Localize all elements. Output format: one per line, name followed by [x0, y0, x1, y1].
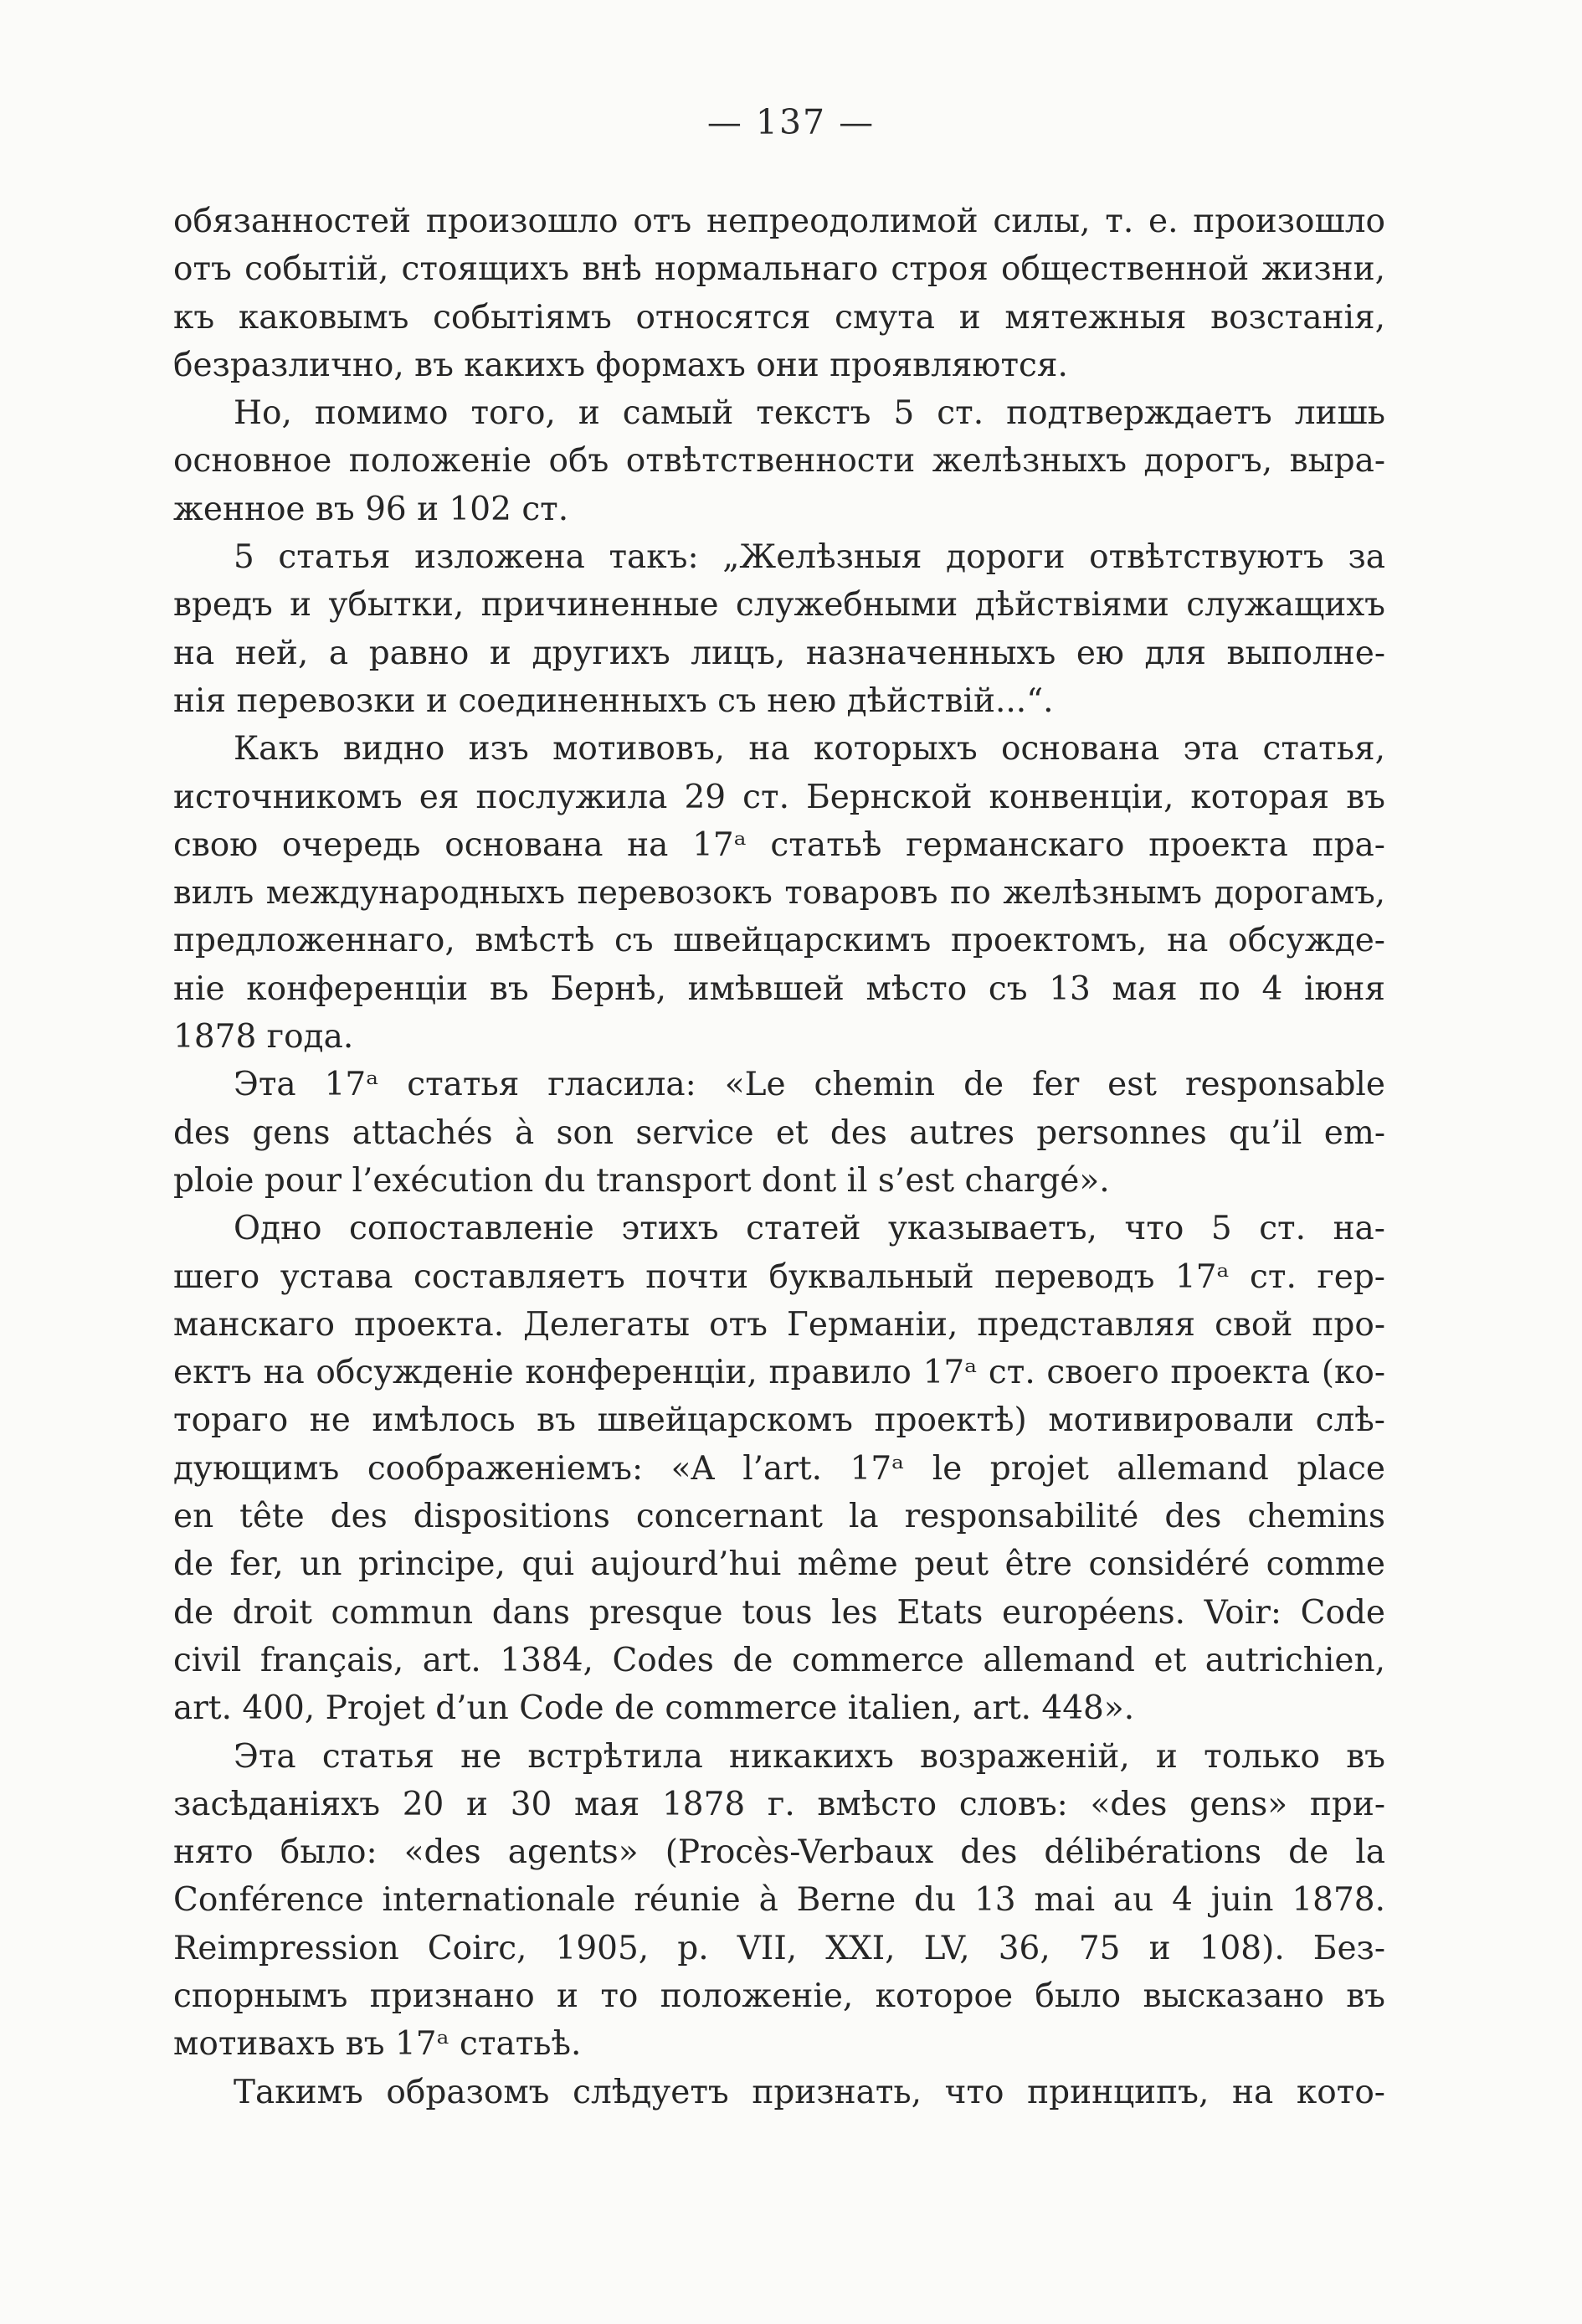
- text-line: des gens attachés à son service et des autres personnes qu’il em-: [173, 1113, 1385, 1152]
- text-line: на ней, а равно и другихъ лицъ, назначенныхъ ею для выполне-: [173, 634, 1385, 672]
- text-line: ploie pour l’exécution du transport dont il s’est chargé».: [173, 1161, 1110, 1200]
- text-line: шего устава составляетъ почти буквальный переводъ 17ᵃ ст. гер-: [173, 1257, 1385, 1296]
- text-line: Reimpression Coirc, 1905, p. VII, XXI, LV, 36, 75 и 108). Без-: [173, 1929, 1385, 1967]
- text-line: civil français, art. 1384, Codes de commerce allemand et autrichien,: [173, 1641, 1385, 1679]
- text-line: ектъ на обсужденіе конференціи, правило 17ᵃ ст. своего проекта (ко-: [173, 1354, 1385, 1392]
- text-line: вилъ международныхъ перевозокъ товаровъ по желѣзнымъ дорогамъ,: [173, 874, 1385, 913]
- text-line: нія перевозки и соединенныхъ съ нею дѣйствій...“.: [173, 681, 1054, 720]
- text-line: спорнымъ признано и то положеніе, которое было высказано въ: [173, 1977, 1385, 2015]
- text-line: безразлично, въ какихъ формахъ они проявляются.: [173, 346, 1068, 384]
- text-line: art. 400, Projet d’un Code de commerce italien, art. 448».: [173, 1689, 1135, 1728]
- text-line: свою очередь основана на 17ᵃ статьѣ германскаго проекта пра-: [173, 825, 1385, 864]
- text-line: 1878 года.: [173, 1018, 354, 1057]
- text-line: тораго не имѣлось въ швейцарскомъ проектѣ) мотивировали слѣ-: [173, 1401, 1385, 1440]
- text-line: источникомъ ея послужила 29 ст. Бернской конвенціи, которая въ: [173, 778, 1385, 816]
- text-line: de droit commun dans presque tous les Etats européens. Voir: Code: [173, 1593, 1385, 1632]
- text-line: en tête des dispositions concernant la responsabilité des chemins: [173, 1498, 1385, 1536]
- text-line: основное положеніе объ отвѣтственности желѣзныхъ дорогъ, выра-: [173, 442, 1385, 481]
- text-line: дующимъ соображеніемъ: «A l’art. 17ᵃ le projet allemand place: [173, 1449, 1385, 1488]
- text-line: къ каковымъ событіямъ относятся смута и мятежныя возстанія,: [173, 298, 1385, 337]
- text-line: 5 статья изложена такъ: „Желѣзныя дороги отвѣтствуютъ за: [234, 538, 1385, 577]
- text-line: мотивахъ въ 17ᵃ статьѣ.: [173, 2025, 582, 2064]
- text-line: предложеннаго, вмѣстѣ съ швейцарскимъ проектомъ, на обсужде-: [173, 922, 1385, 960]
- text-line: Эта 17ᵃ статья гласила: «Le chemin de fer est responsable: [234, 1066, 1385, 1104]
- text-line: отъ событій, стоящихъ внѣ нормальнаго строя общественной жизни,: [173, 250, 1385, 289]
- text-line: засѣданіяхъ 20 и 30 мая 1878 г. вмѣсто словъ: «des gens» при-: [173, 1785, 1385, 1823]
- text-line: манскаго проекта. Делегаты отъ Германіи, представляя свой про-: [173, 1305, 1385, 1344]
- text-line: Conférence internationale réunie à Berne du 13 mai au 4 juin 1878.: [173, 1881, 1385, 1920]
- text-line: Одно сопоставленіе этихъ статей указываетъ, что 5 ст. на-: [234, 1210, 1385, 1248]
- text-line: нято было: «des agents» (Procès-Verbaux des délibérations de la: [173, 1833, 1385, 1872]
- body-text: [173, 198, 1385, 2116]
- text-line: Такимъ образомъ слѣдуетъ признать, что принципъ, на кото-: [234, 2073, 1385, 2111]
- text-line: Эта статья не встрѣтила никакихъ возраженій, и только въ: [234, 1737, 1385, 1776]
- text-line: Но, помимо того, и самый текстъ 5 ст. подтверждаетъ лишь: [234, 394, 1385, 433]
- text-line: ніе конференціи въ Бернѣ, имѣвшей мѣсто съ 13 мая по 4 іюня: [173, 969, 1385, 1008]
- text-line: вредъ и убытки, причиненные служебными дѣйствіями служащихъ: [173, 586, 1385, 625]
- page-number: — 137 —: [706, 102, 876, 142]
- text-line: женное въ 96 и 102 ст.: [173, 490, 569, 528]
- text-line: Какъ видно изъ мотивовъ, на которыхъ основана эта статья,: [234, 730, 1385, 769]
- text-line: обязанностей произошло отъ непреодолимой силы, т. е. произошло: [173, 203, 1385, 240]
- text-line: de fer, un principe, qui aujourd’hui même peut être considéré comme: [173, 1545, 1385, 1584]
